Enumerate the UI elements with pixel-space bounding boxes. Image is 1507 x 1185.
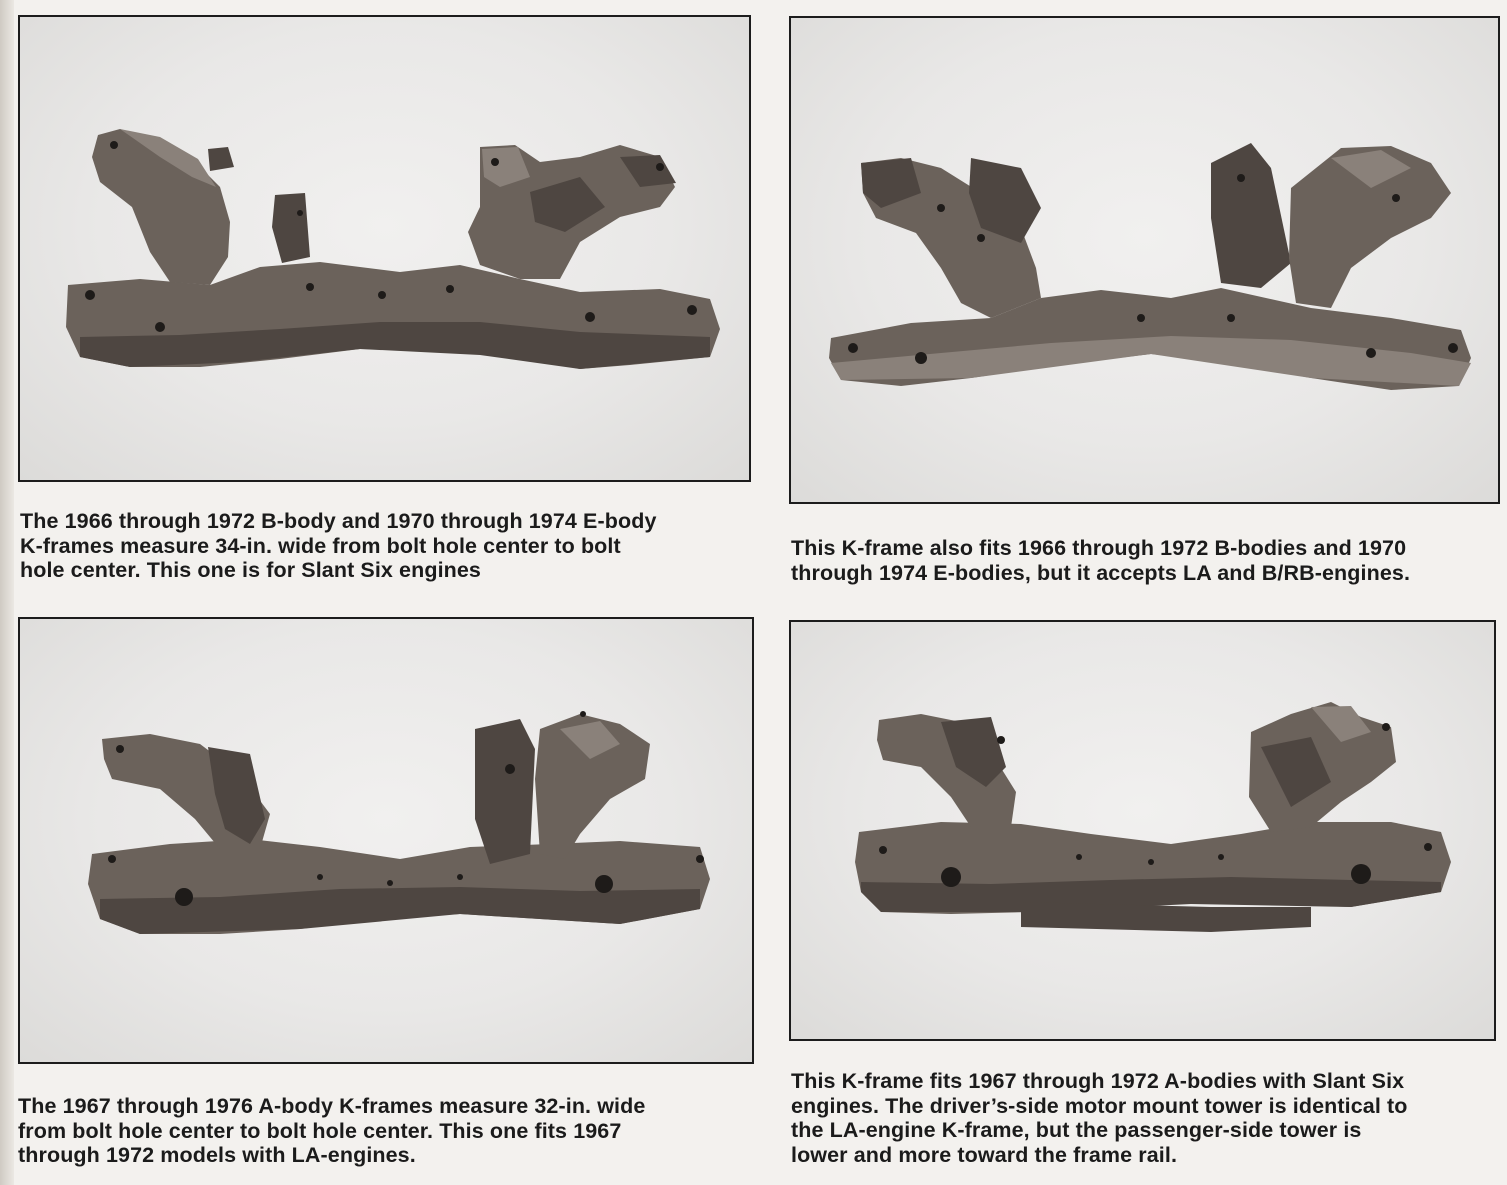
caption-line: The 1966 through 1972 B-body and 1970 through 1974 E-body bbox=[20, 509, 657, 533]
book-spine-shadow bbox=[0, 0, 14, 1185]
caption-line: the LA-engine K-frame, but the passenger-side tower is bbox=[791, 1118, 1362, 1142]
caption-line: engines. The driver’s-side motor mount tower is identical to bbox=[791, 1093, 1408, 1118]
caption-line: K-frames measure 34-in. wide from bolt hole center to bolt bbox=[20, 533, 621, 558]
caption-line: hole center. This one is for Slant Six engines bbox=[20, 558, 481, 582]
photo-kframe-la-a-body bbox=[18, 617, 754, 1064]
photo-kframe-slant-six-a-body bbox=[789, 620, 1496, 1041]
kframe-illustration bbox=[20, 17, 751, 482]
caption-photo-4 bbox=[791, 1069, 1496, 1167]
caption-photo-1 bbox=[20, 509, 750, 583]
caption-line: lower and more toward the frame rail. bbox=[791, 1142, 1178, 1167]
caption-line: from bolt hole center to bolt hole center. This one fits 1967 bbox=[18, 1118, 622, 1143]
kframe-illustration bbox=[20, 619, 754, 1064]
kframe-illustration bbox=[791, 622, 1496, 1041]
kframe-illustration bbox=[791, 18, 1500, 504]
caption-photo-2 bbox=[791, 536, 1500, 585]
caption-line: This K-frame also fits 1966 through 1972 B-bodies and 1970 bbox=[791, 536, 1407, 560]
caption-line: through 1972 models with LA-engines. bbox=[18, 1143, 416, 1167]
caption-line: This K-frame fits 1967 through 1972 A-bodies with Slant Six bbox=[791, 1069, 1405, 1093]
caption-line: through 1974 E-bodies, but it accepts LA and B/RB-engines. bbox=[791, 560, 1411, 585]
caption-photo-3 bbox=[18, 1094, 753, 1168]
photo-kframe-slant-six-b-body bbox=[18, 15, 751, 482]
photo-kframe-la-b-rb-b-body bbox=[789, 16, 1500, 504]
caption-line: The 1967 through 1976 A-body K-frames measure 32-in. wide bbox=[18, 1094, 646, 1118]
